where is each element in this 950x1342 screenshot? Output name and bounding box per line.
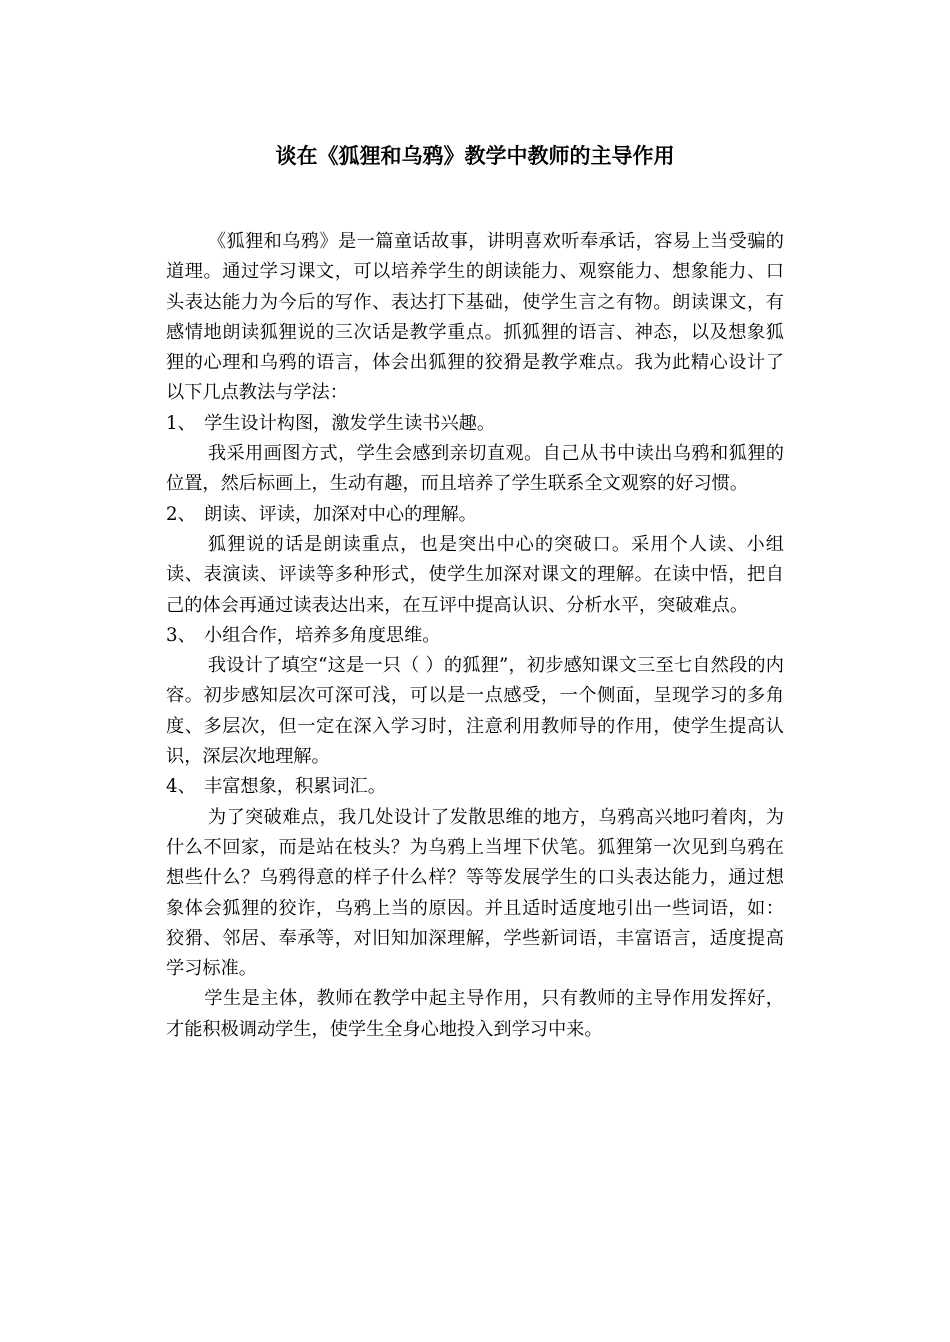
section-paragraph-1: 我采用画图方式，学生会感到亲切直观。自己从书中读出乌鸦和狐狸的位置，然后标画上，生动有趣，而且培养了学生联系全文观察的好习惯。 — [166, 443, 784, 495]
section-heading-2 — [166, 500, 784, 530]
section-heading-text: 朗读、评读，加深对中心的理解。 — [204, 503, 477, 525]
section-paragraph-4: 为了突破难点，我几处设计了发散思维的地方，乌鸦高兴地叼着肉，为什么不回家，而是站在枝头？为乌鸦上当埋下伏笔。狐狸第一次见到乌鸦在想些什么？乌鸦得意的样子什么样？等等发展学生的口头表达能力，通过想象体会狐狸的狡诈，乌鸦上当的原因。并且适时适度地引出一些词语，如：狡猾、邻居、奉承等，对旧知加深理解，学些新词语，丰富语言，适度提高学习标准。 — [166, 806, 784, 980]
document-body — [166, 227, 784, 1045]
section-paragraph-3: 我设计了填空“这是一只（ ）的狐狸”，初步感知课文三至七自然段的内容。初步感知层次可深可浅，可以是一点感受，一个侧面，呈现学习的多角度、多层次，但一定在深入学习时，注意利用教师导的作用，使学生提高认识，深层次地理解。 — [166, 655, 784, 768]
section-heading-3 — [166, 621, 784, 651]
intro-paragraph: 《狐狸和乌鸦》是一篇童话故事，讲明喜欢听奉承话，容易上当受骗的道理。通过学习课文，可以培养学生的朗读能力、观察能力、想象能力、口头表达能力为今后的写作、表达打下基础，使学生言之有物。朗读课文，有感情地朗读狐狸说的三次话是教学重点。抓狐狸的语言、神态，以及想象狐狸的心理和乌鸦的语言，体会出狐狸的狡猾是教学难点。我为此精心设计了以下几点教法与学法： — [166, 231, 784, 404]
conclusion-paragraph: 学生是主体，教师在教学中起主导作用，只有教师的主导作用发挥好，才能积极调动学生，使学生全身心地投入到学习中来。 — [166, 988, 784, 1040]
section-heading-text: 小组合作，培养多角度思维。 — [204, 624, 441, 646]
section-number: 2、 — [166, 503, 196, 525]
section-heading-text: 丰富想象，积累词汇。 — [204, 776, 386, 798]
section-number: 1、 — [166, 412, 196, 434]
section-heading-4 — [166, 772, 784, 802]
section-number: 3、 — [166, 624, 196, 646]
section-heading-1 — [166, 409, 784, 439]
section-heading-text: 学生设计构图，激发学生读书兴趣。 — [204, 412, 496, 434]
section-number: 4、 — [166, 776, 196, 798]
document-title: 谈在《狐狸和乌鸦》教学中教师的主导作用 — [275, 144, 675, 168]
section-paragraph-2: 狐狸说的话是朗读重点，也是突出中心的突破口。采用个人读、小组读、表演读、评读等多种形式，使学生加深对课文的理解。在读中悟，把自己的体会再通过读表达出来，在互评中提高认识、分析水平，突破难点。 — [166, 533, 784, 616]
